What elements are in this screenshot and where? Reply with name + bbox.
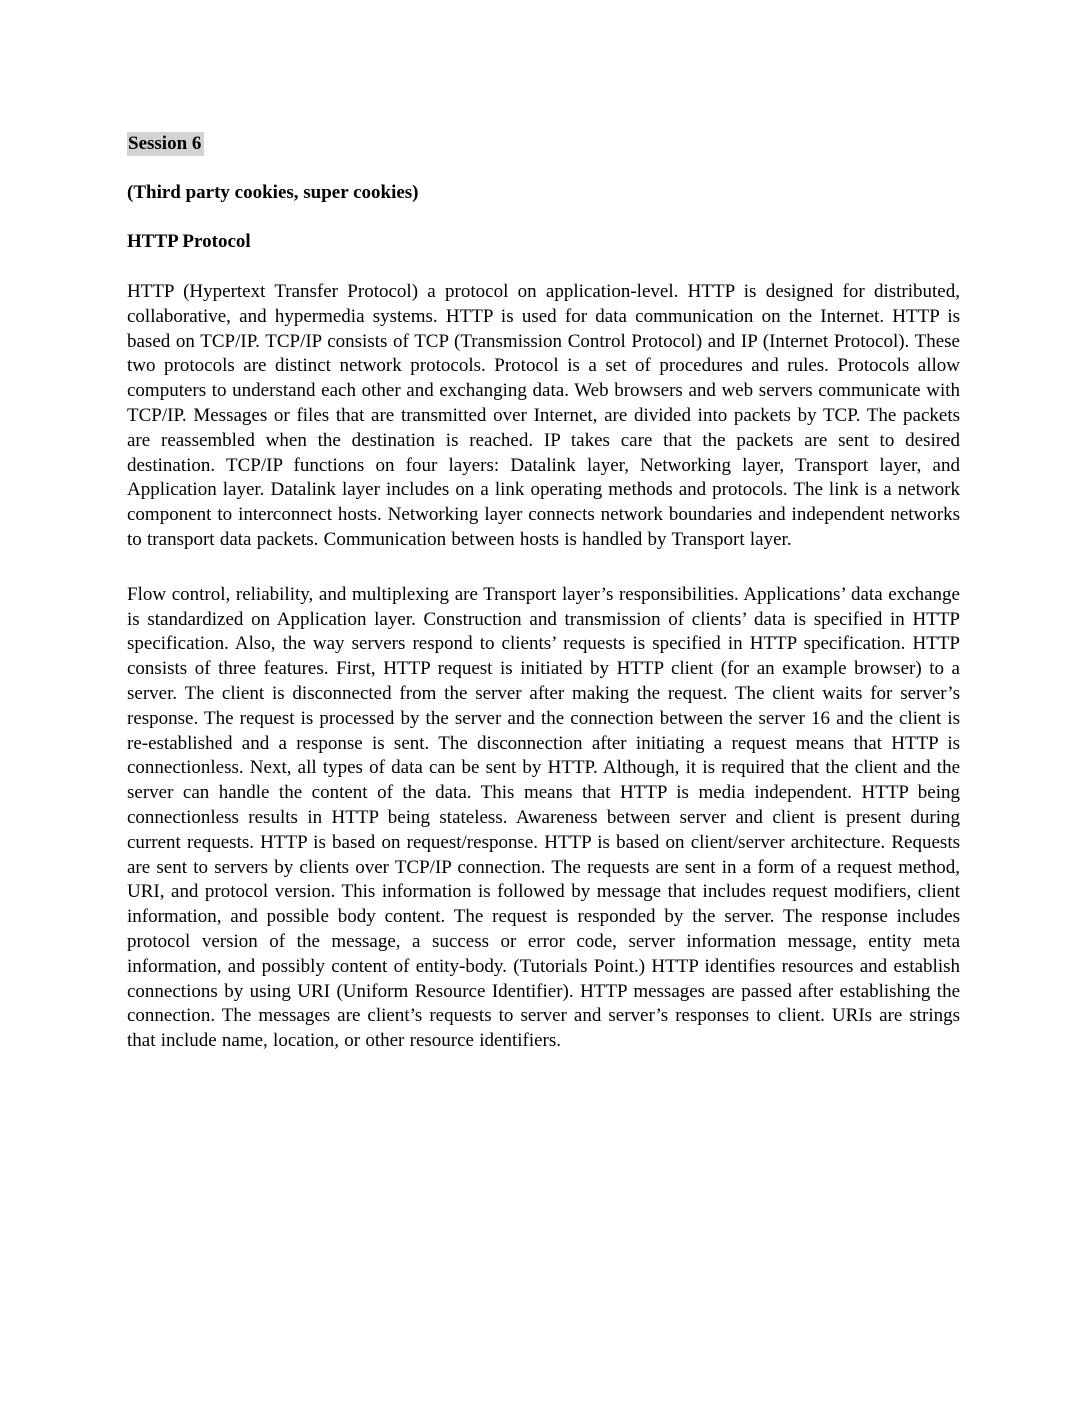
- session-heading-text: Session 6: [127, 132, 204, 156]
- section-heading-http-protocol: HTTP Protocol: [127, 231, 251, 252]
- session-heading: [127, 131, 960, 156]
- document-subtitle: (Third party cookies, super cookies): [127, 182, 419, 203]
- paragraph-http-features: Flow control, reliability, and multiplexing are Transport layer’s responsibilities. Applications’ data exchange is standardized on Application layer. Construction and transmission of clients’ data is specified in HTTP specification. Also, the way servers respond to clients’ requests is specified in HTTP specification. HTTP consists of three features. First, HTTP request is initiated by HTTP client (for an example browser) to a server. The client is disconnected from the server after making the request. The client waits for server’s response. The request is processed by the server and the connection between the server 16 and the client is re-established and a response is sent. The disconnection after initiating a request means that HTTP is connectionless. Next, all types of data can be sent by HTTP. Although, it is required that the client and the server can handle the content of the data. This means that HTTP is media independent. HTTP being connectionless results in HTTP being stateless. Awareness between server and client is present during current requests. HTTP is based on request/response. HTTP is based on client/server architecture. Requests are sent to servers by clients over TCP/IP connection. The requests are sent in a form of a request method, URI, and protocol version. This information is followed by message that includes request modifiers, client information, and possible body content. The request is responded by the server. The response includes protocol version of the message, a success or error code, server information message, entity meta information, and possibly content of entity-body. (Tutorials Point.) HTTP identifies resources and establish connections by using URI (Uniform Resource Identifier). HTTP messages are passed after establishing the connection. The messages are client’s requests to server and server’s responses to client. URIs are strings that include name, location, or other resource identifiers.: [127, 583, 960, 1052]
- paragraph-http-overview: HTTP (Hypertext Transfer Protocol) a protocol on application-level. HTTP is designed for distributed, collaborative, and hypermedia systems. HTTP is used for data communication on the Internet. HTTP is based on TCP/IP. TCP/IP consists of TCP (Transmission Control Protocol) and IP (Internet Protocol). These two protocols are distinct network protocols. Protocol is a set of procedures and rules. Protocols allow computers to understand each other and exchanging data. Web browsers and web servers communicate with TCP/IP. Messages or files that are transmitted over Internet, are divided into packets by TCP. The packets are reassembled when the destination is reached. IP takes care that the packets are sent to desired destination. TCP/IP functions on four layers: Datalink layer, Networking layer, Transport layer, and Application layer. Datalink layer includes on a link operating methods and protocols. The link is a network component to interconnect hosts. Networking layer connects network boundaries and independent networks to transport data packets. Communication between hosts is handled by Transport layer.: [127, 281, 960, 550]
